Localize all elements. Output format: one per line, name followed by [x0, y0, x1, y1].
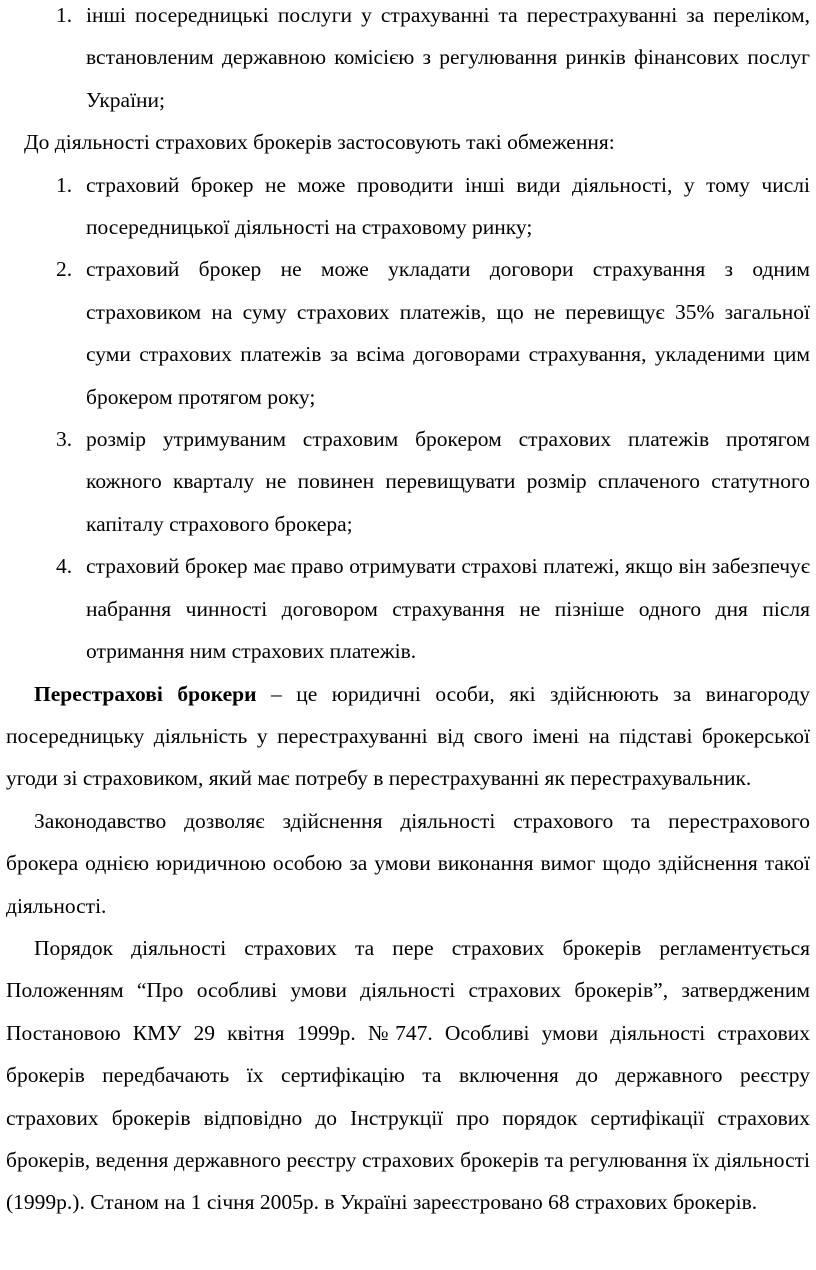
document-page [6, 0, 810, 1224]
list-item [6, 418, 810, 545]
legislation-paragraph: Законодавство дозволяє здійснення діяльності страхового та перестрахового брокера однією юридичною особою за умови виконання вимог щодо здійснення такої діяльності. [6, 808, 810, 918]
list-item [6, 0, 810, 121]
procedure-paragraph: Порядок діяльності страхових та пере страхових брокерів регламентується Положенням “Про особливі умови діяльності страхових брокерів”, затвердженим Постановою КМУ 29 квітня 1999р. №747. Особливі умови діяльності страхових брокерів передбачають їх сертифікацію та включення до державного реєстру страхових брокерів відповідно до Інструкції про порядок сертифікації страхових брокерів, ведення державного реєстру страхових брокерів та регулювання їх діяльності (1999р.). Станом на 1 січня 2005р. в Україні зареєстровано 68 страхових брокерів. [6, 935, 810, 1215]
list-item-text: страховий брокер не може проводити інші види діяльності, у тому числі посередницької діяльності на страховому ринку; [86, 172, 810, 240]
reinsurance-brokers-term: Перестрахові брокери [34, 681, 257, 706]
list-item-number: 1. [56, 3, 73, 27]
reinsurance-brokers-paragraph [6, 673, 810, 800]
list-item-text: інші посередницькі послуги у страхуванні та перестрахуванні за переліком, встановленим державною комісією з регулювання ринків фінансових послуг України; [86, 3, 810, 112]
list-item-text: страховий брокер не може укладати договори страхування з одним страховиком на суму страхових платежів, що не перевищує 35% загальної суми страхових платежів за всіма договорами страхування, укладеними цим брокером протягом року; [86, 257, 810, 409]
list-item-number: 3. [56, 427, 73, 452]
services-list [6, 0, 810, 121]
list-item-text: розмір утримуваним страховим брокером страхових платежів протягом кожного кварталу не повинен перевищувати розмір сплаченого статутного капіталу страхового брокера; [86, 427, 810, 536]
list-item-number: 1. [56, 172, 73, 197]
restrictions-intro: До діяльності страхових брокерів застосовують такі обмеження: [24, 130, 615, 155]
list-item [6, 164, 810, 249]
list-item-number: 2. [56, 257, 73, 282]
list-item-number: 4. [56, 554, 73, 579]
list-item-text: страховий брокер має право отримувати страхові платежі, якщо він забезпечує набрання чинності договором страхування не пізніше одного дня після отримання ним страхових платежів. [86, 554, 810, 664]
list-item [6, 248, 810, 418]
restrictions-list [6, 164, 810, 673]
list-item [6, 545, 810, 672]
reinsurance-brokers-definition: – це юридичні особи, які здійснюють за винагороду посередницьку діяльність у перестрахуванні від свого імені на підставі брокерської угоди зі страховиком, який має потребу в перестрахуванні як перестрахувальник. [6, 681, 810, 791]
